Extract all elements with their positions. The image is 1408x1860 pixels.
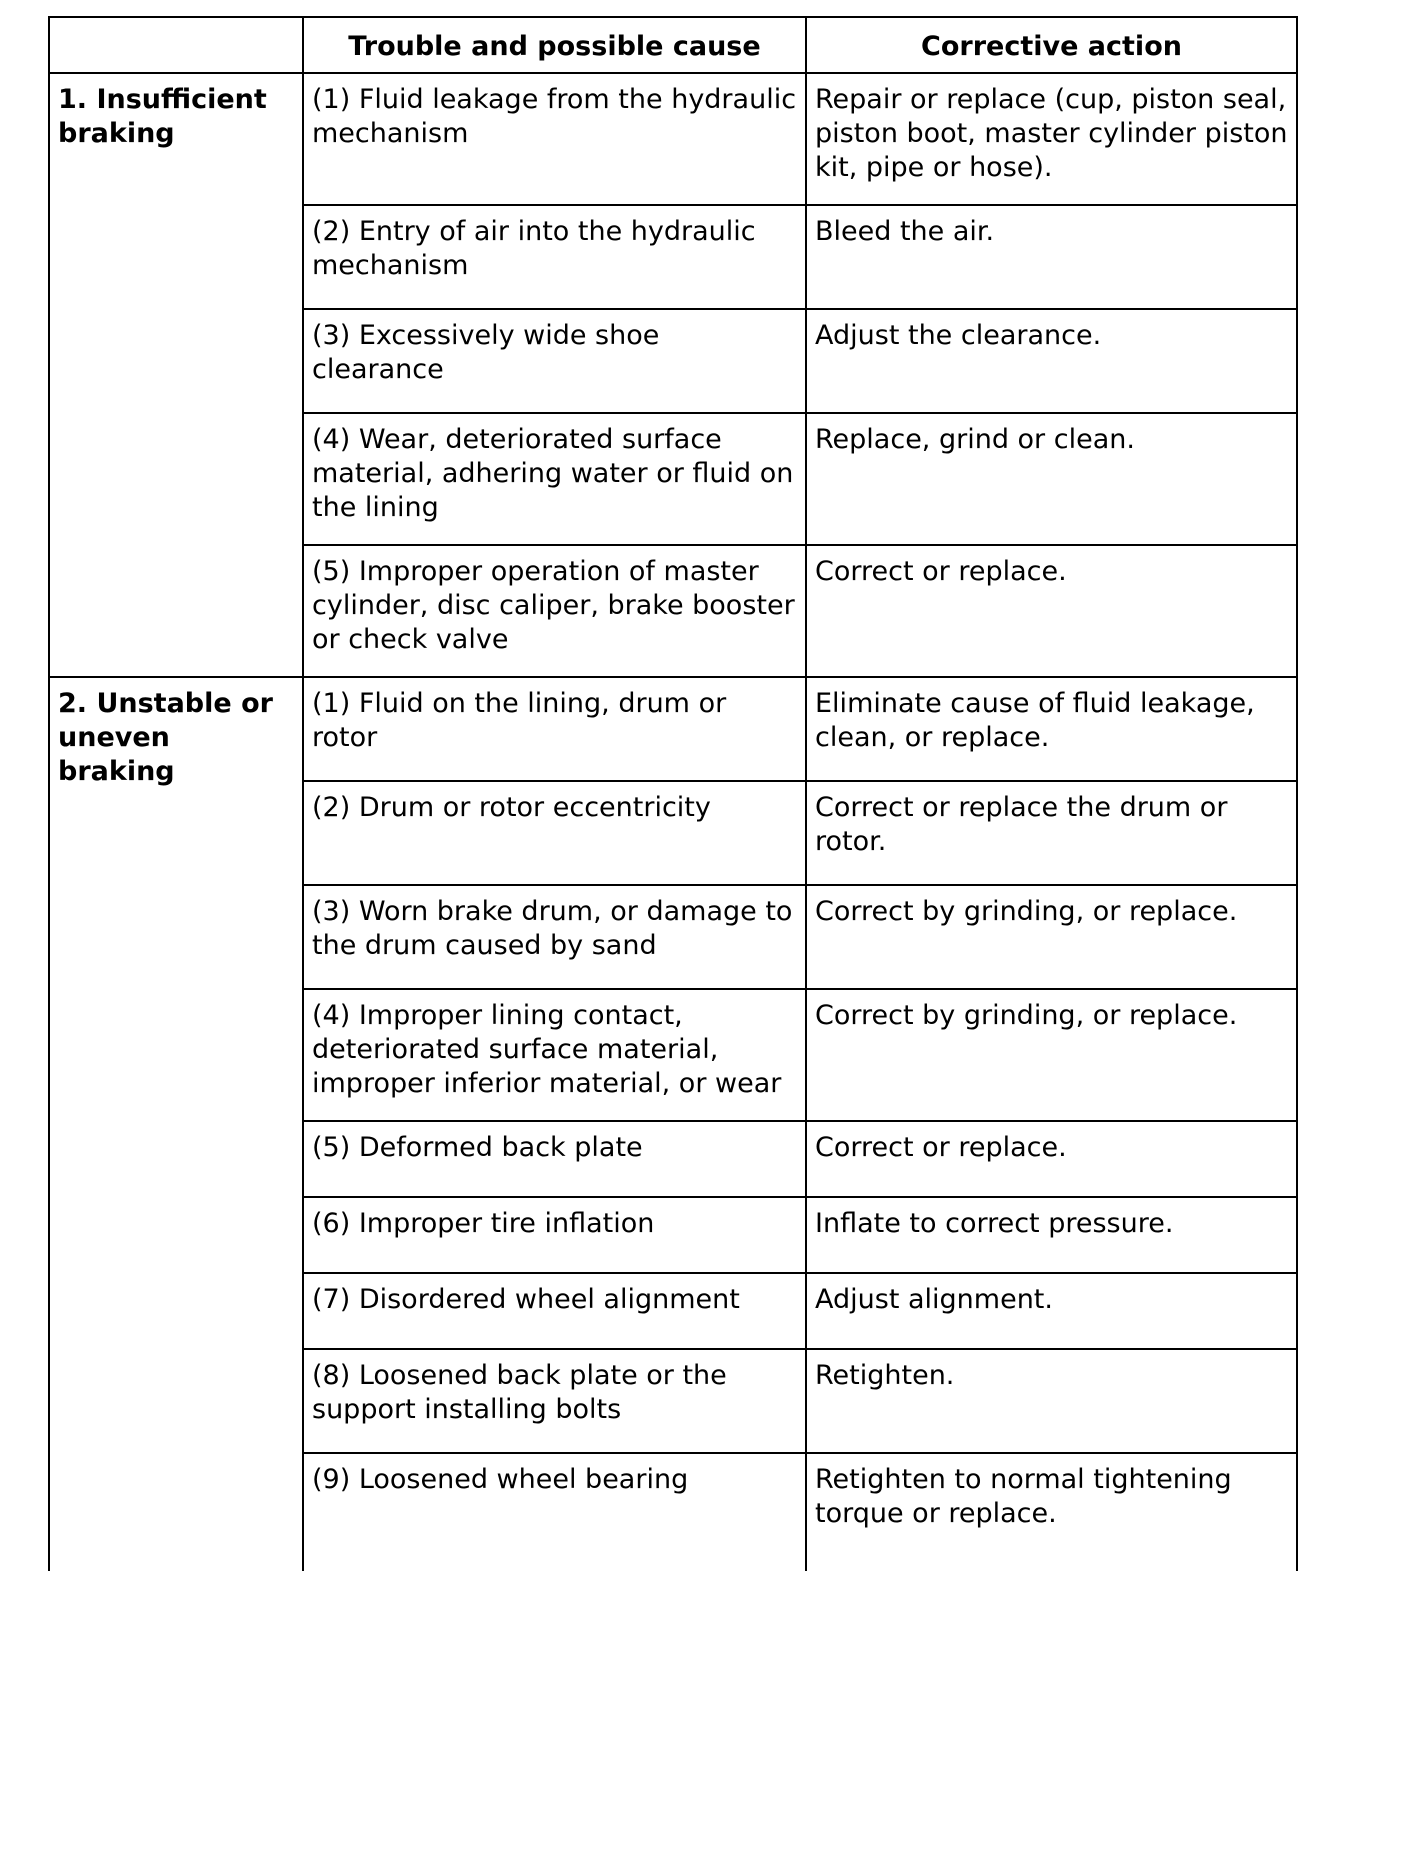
action-cell: Eliminate cause of fluid leakage, clean, or replace.: [806, 677, 1297, 781]
header-trouble-cause: Trouble and possible cause: [303, 17, 806, 73]
action-cell: Correct or replace.: [806, 1121, 1297, 1197]
action-cell: Correct or replace.: [806, 545, 1297, 677]
cause-cell: (1) Fluid on the lining, drum or rotor: [303, 677, 806, 781]
header-corrective-action: Corrective action: [806, 17, 1297, 73]
cause-cell: (1) Fluid leakage from the hydraulic mechanism: [303, 73, 806, 205]
action-cell: Bleed the air.: [806, 205, 1297, 309]
cause-cell: (8) Loosened back plate or the support installing bolts: [303, 1349, 806, 1453]
header-category: [49, 17, 303, 73]
action-cell: Inflate to correct pressure.: [806, 1197, 1297, 1273]
cause-cell: (5) Deformed back plate: [303, 1121, 806, 1197]
cause-cell: (2) Drum or rotor eccentricity: [303, 781, 806, 885]
action-cell: Adjust the clearance.: [806, 309, 1297, 413]
table-row: [49, 677, 1297, 781]
action-cell: Retighten to normal tightening torque or replace.: [806, 1453, 1297, 1571]
category-insufficient-braking: 1. Insufficient braking: [49, 73, 303, 677]
cause-cell: (9) Loosened wheel bearing: [303, 1453, 806, 1571]
action-cell: Correct by grinding, or replace.: [806, 989, 1297, 1121]
table-header-row: [49, 17, 1297, 73]
cause-cell: (7) Disordered wheel alignment: [303, 1273, 806, 1349]
action-cell: Retighten.: [806, 1349, 1297, 1453]
action-cell: Replace, grind or clean.: [806, 413, 1297, 545]
category-unstable-braking: 2. Unstable or uneven braking: [49, 677, 303, 1571]
action-cell: Correct by grinding, or replace.: [806, 885, 1297, 989]
cause-cell: (5) Improper operation of master cylinder, disc caliper, brake booster or check valve: [303, 545, 806, 677]
action-cell: Adjust alignment.: [806, 1273, 1297, 1349]
table-row: [49, 73, 1297, 205]
cause-cell: (6) Improper tire inflation: [303, 1197, 806, 1273]
cause-cell: (2) Entry of air into the hydraulic mechanism: [303, 205, 806, 309]
cause-cell: (3) Excessively wide shoe clearance: [303, 309, 806, 413]
troubleshooting-table: [48, 16, 1298, 1571]
action-cell: Repair or replace (cup, piston seal, piston boot, master cylinder piston kit, pipe or hose).: [806, 73, 1297, 205]
cause-cell: (4) Improper lining contact, deteriorated surface material, improper inferior material, or wear: [303, 989, 806, 1121]
cause-cell: (3) Worn brake drum, or damage to the drum caused by sand: [303, 885, 806, 989]
cause-cell: (4) Wear, deteriorated surface material, adhering water or fluid on the lining: [303, 413, 806, 545]
action-cell: Correct or replace the drum or rotor.: [806, 781, 1297, 885]
